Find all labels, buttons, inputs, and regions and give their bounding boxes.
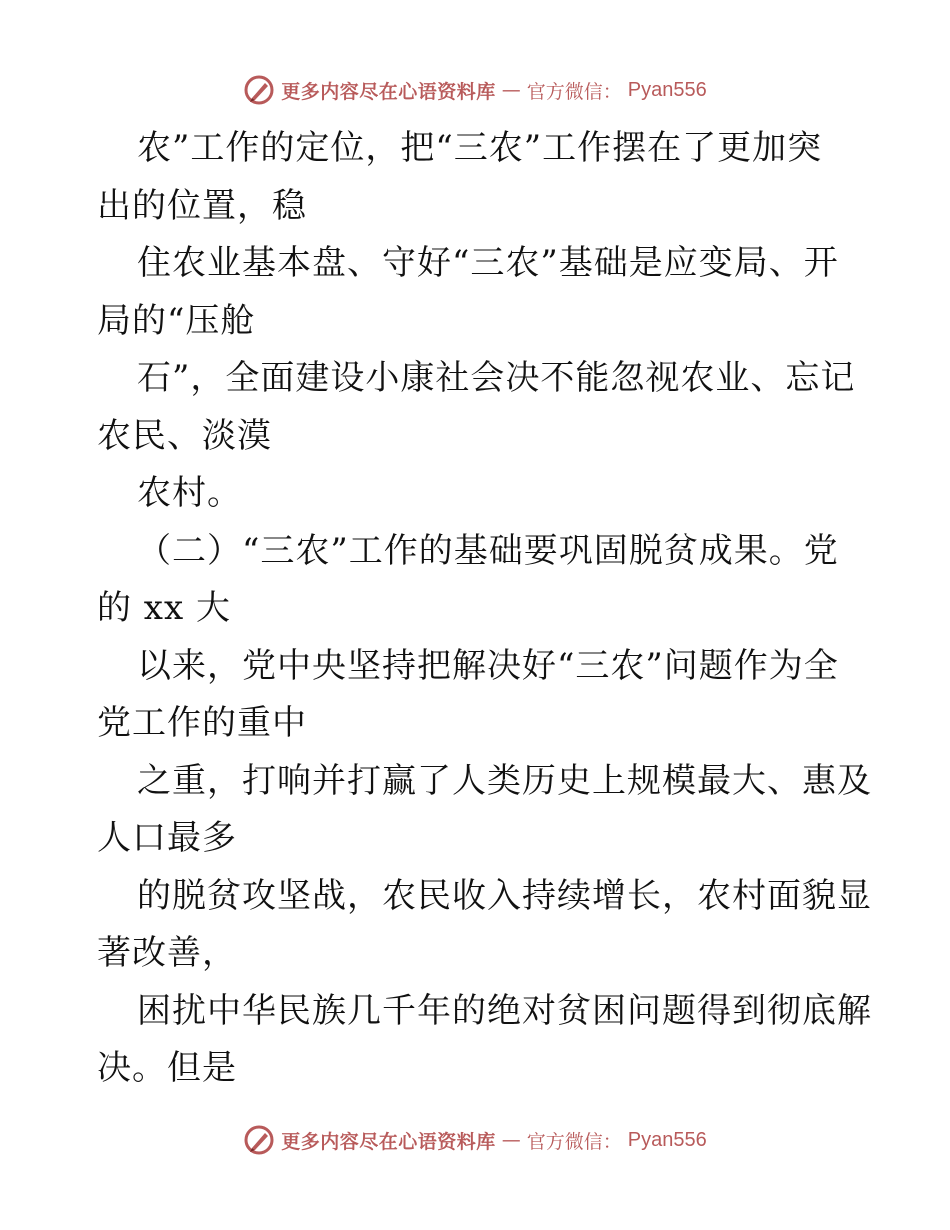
watermark-text: 更多内容尽在心语资料库 xyxy=(281,1130,496,1153)
text-line: 之重，打响并打赢了人类历史上规模最大、惠及 xyxy=(137,760,872,801)
text-line: 以来，党中央坚持把解决好“三农”问题作为全 xyxy=(137,645,839,686)
text-line: 出的位置，稳 xyxy=(97,185,307,226)
text-line: 农村。 xyxy=(137,473,242,513)
text-line: 决。但是 xyxy=(97,1048,237,1088)
text-line: 的 xx 大 xyxy=(97,588,231,628)
text-line: 著改善， xyxy=(97,933,237,973)
footer-watermark xyxy=(0,1120,950,1160)
text-line: 党工作的重中 xyxy=(97,703,307,743)
text-line: 局的“压舱 xyxy=(97,300,256,341)
watermark-wechat-label: 官方微信： xyxy=(526,80,622,103)
watermark-wechat-id: Pyan556 xyxy=(627,78,707,101)
text-line: （二）“三农”工作的基础要巩固脱贫成果。党 xyxy=(137,530,839,571)
watermark-separator: — xyxy=(501,1129,521,1151)
watermark-text: 更多内容尽在心语资料库 xyxy=(281,80,496,103)
pen-logo-icon xyxy=(243,1124,275,1156)
text-line: 人口最多 xyxy=(97,818,237,858)
text-line: 的脱贫攻坚战，农民收入持续增长，农村面貌显 xyxy=(137,875,872,916)
text-line: 农民、淡漠 xyxy=(97,415,272,456)
document-body xyxy=(97,120,872,1098)
text-line: 石”，全面建设小康社会决不能忽视农业、忘记 xyxy=(137,358,856,398)
pen-logo-icon xyxy=(243,74,275,106)
watermark-wechat-label: 官方微信： xyxy=(526,1130,622,1153)
watermark-separator: — xyxy=(501,79,521,101)
header-watermark xyxy=(0,70,950,110)
text-line: 农”工作的定位，把“三农”工作摆在了更加突 xyxy=(137,128,823,168)
text-line: 住农业基本盘、守好“三农”基础是应变局、开 xyxy=(137,243,839,283)
watermark-wechat-id: Pyan556 xyxy=(627,1128,707,1151)
text-line: 困扰中华民族几千年的绝对贫困问题得到彻底解 xyxy=(137,990,872,1031)
